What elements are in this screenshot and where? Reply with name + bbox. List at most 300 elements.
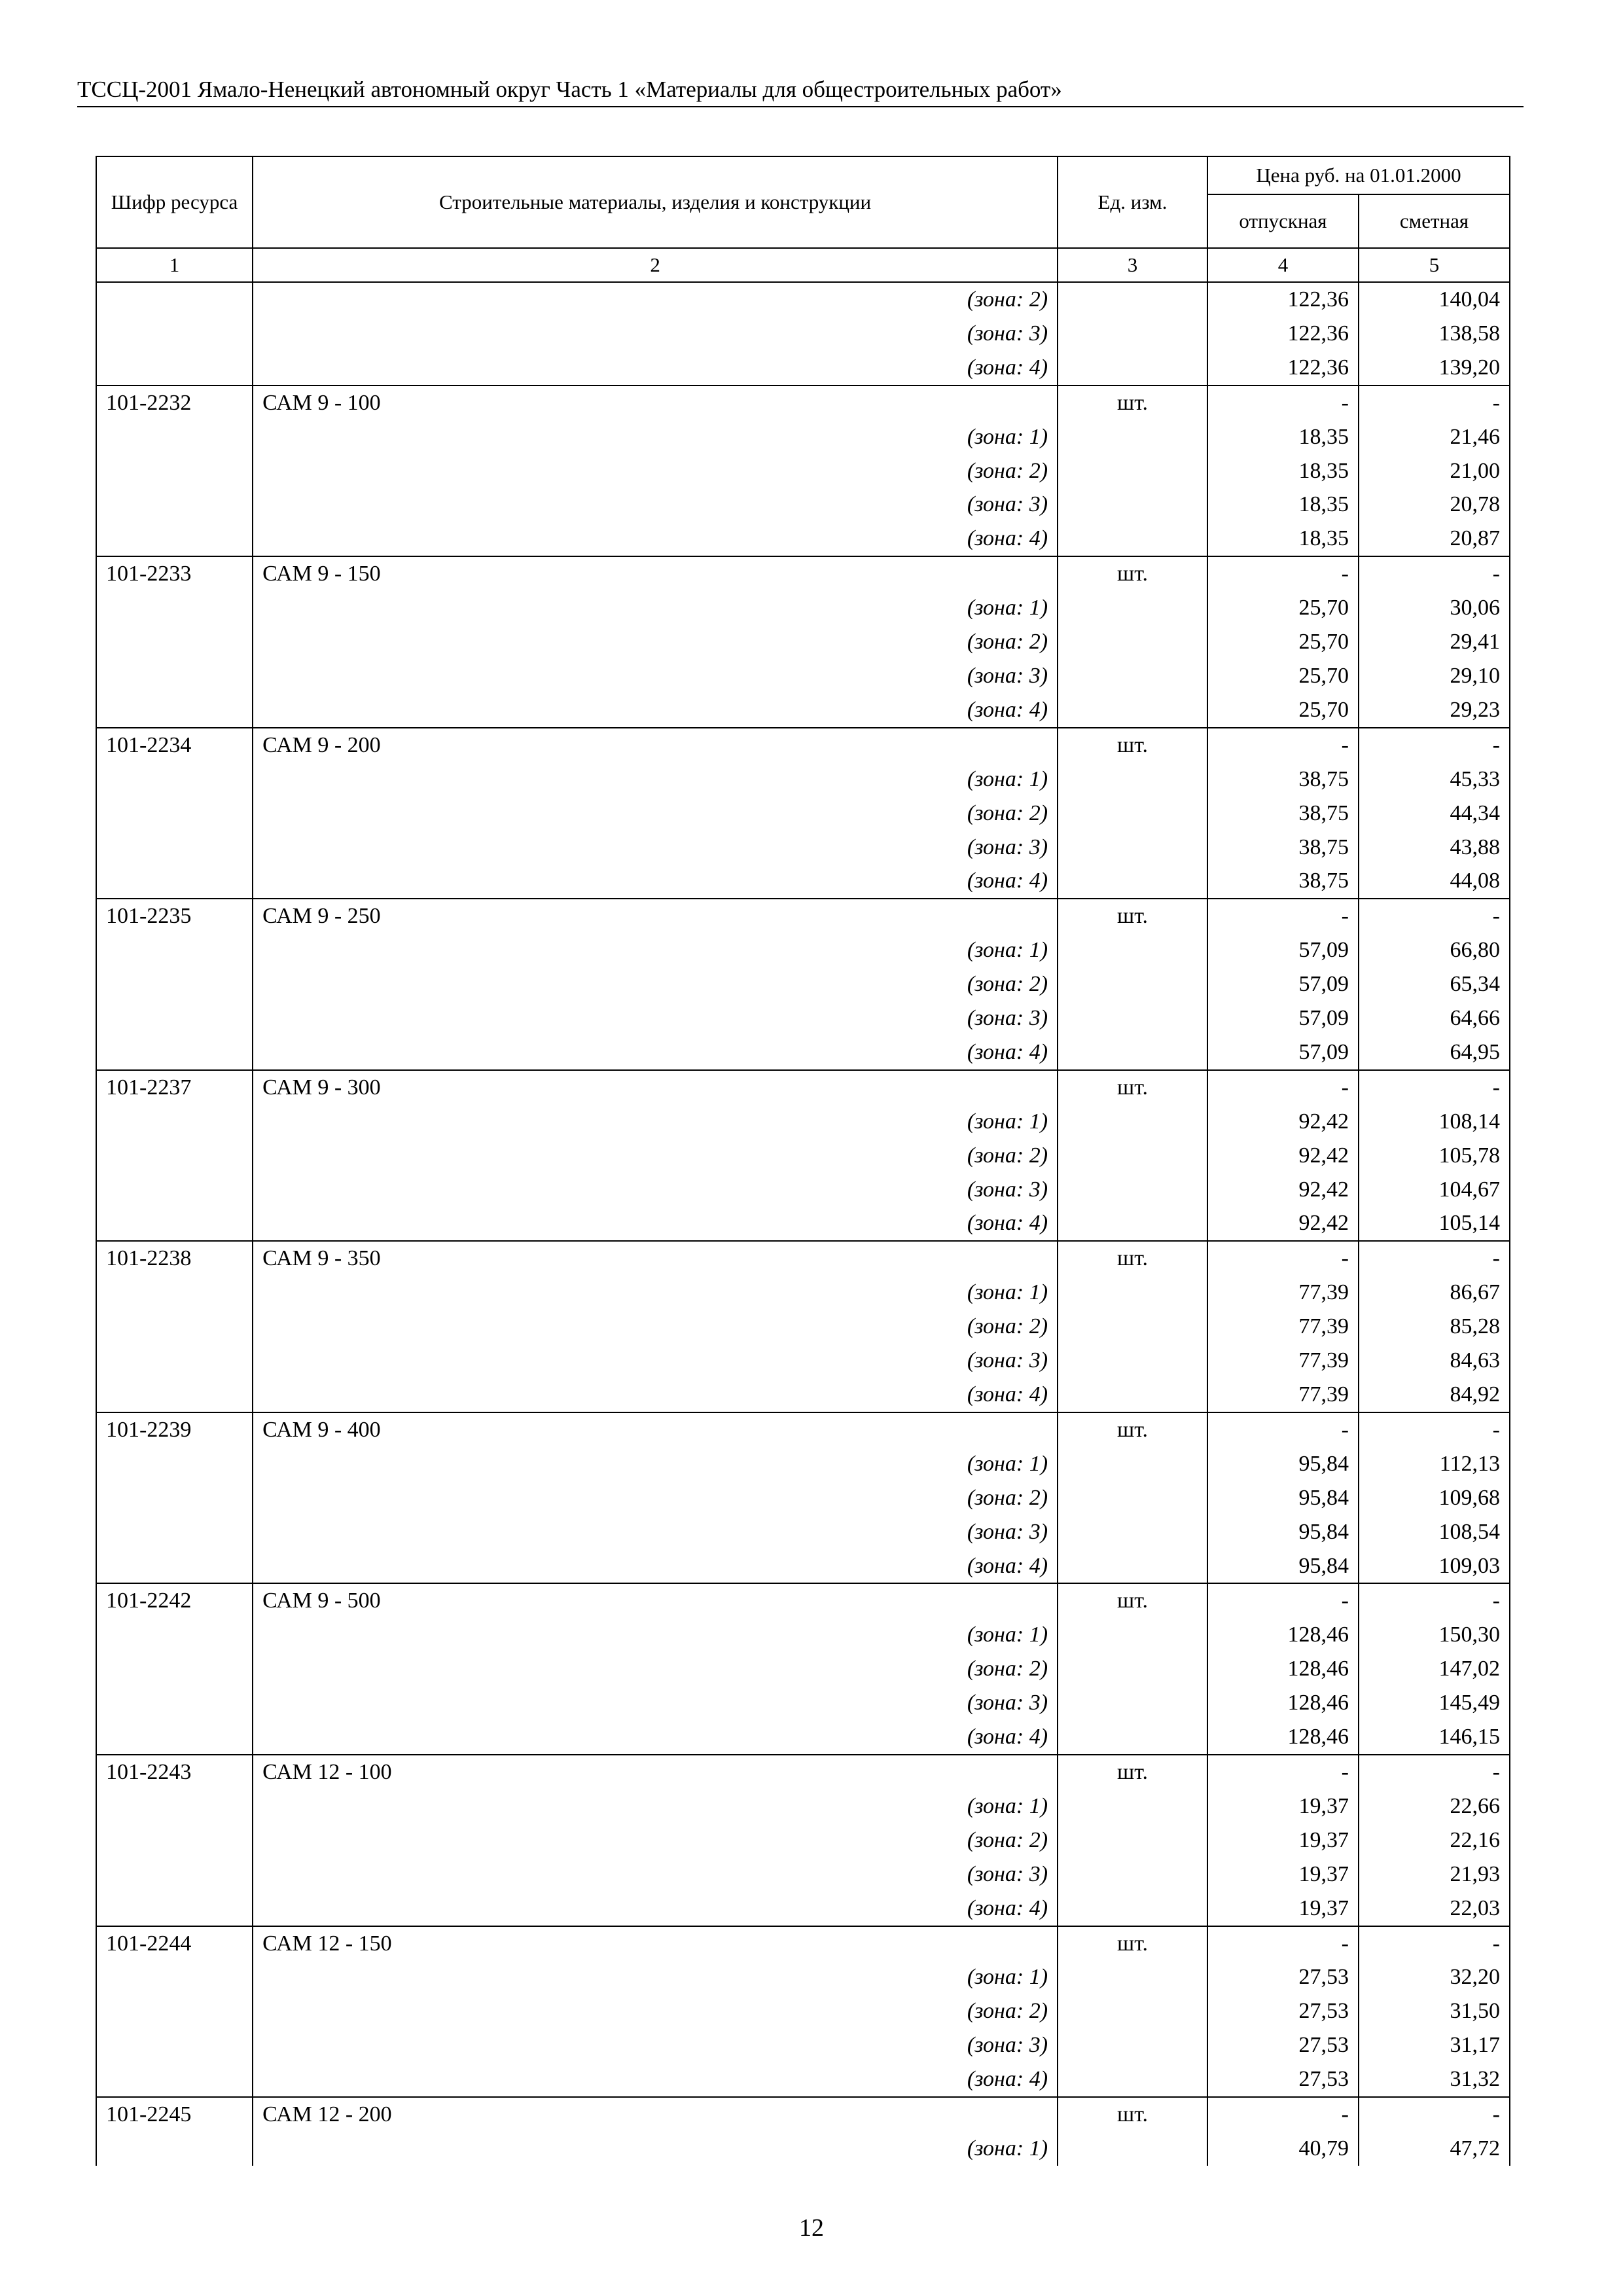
unit-cell [1058,454,1207,488]
resource-code: 101-2245 [96,2097,253,2132]
zone-label: (зона: 4) [253,864,1058,899]
release-price: 77,39 [1207,1378,1359,1412]
zone-label: (зона: 3) [253,488,1058,522]
resource-code-cell [96,454,253,488]
estimate-price: 31,17 [1359,2028,1510,2062]
estimate-price: - [1359,1926,1510,1961]
material-name: САМ 9 - 200 [253,728,1058,762]
unit-cell [1058,1139,1207,1173]
zone-row [96,2062,1510,2097]
estimate-price: 31,50 [1359,1994,1510,2028]
estimate-price: 21,00 [1359,454,1510,488]
release-price: 57,09 [1207,933,1359,967]
unit-cell [1058,282,1207,317]
unit: шт. [1058,1583,1207,1618]
unit-cell [1058,1549,1207,1584]
release-price: - [1207,1412,1359,1447]
zone-label: (зона: 1) [253,1960,1058,1994]
item-row [96,1070,1510,1105]
resource-code: 101-2243 [96,1755,253,1789]
release-price: 18,35 [1207,522,1359,556]
resource-code-cell [96,2062,253,2097]
unit-cell [1058,1960,1207,1994]
unit: шт. [1058,386,1207,420]
zone-label: (зона: 3) [253,831,1058,865]
unit-cell [1058,2062,1207,2097]
resource-code-cell [96,1344,253,1378]
resource-code-cell [96,762,253,797]
release-price: - [1207,899,1359,933]
release-price: 18,35 [1207,420,1359,454]
zone-label: (зона: 4) [253,1549,1058,1584]
resource-code-cell [96,1447,253,1481]
estimate-price: 146,15 [1359,1720,1510,1755]
zone-row [96,1105,1510,1139]
unit-cell [1058,797,1207,831]
resource-code-cell [96,1310,253,1344]
header-code: Шифр ресурса [96,156,253,248]
zone-row [96,762,1510,797]
release-price: 18,35 [1207,488,1359,522]
unit-cell [1058,1823,1207,1857]
header-unit: Ед. изм. [1058,156,1207,248]
release-price: - [1207,386,1359,420]
estimate-price: - [1359,899,1510,933]
resource-code-cell [96,967,253,1001]
resource-code-cell [96,591,253,625]
release-price: 19,37 [1207,1789,1359,1823]
estimate-price: 147,02 [1359,1652,1510,1686]
release-price: 38,75 [1207,762,1359,797]
unit-cell [1058,1652,1207,1686]
zone-label: (зона: 2) [253,1310,1058,1344]
unit-cell [1058,1481,1207,1515]
release-price: 122,36 [1207,317,1359,351]
estimate-price: 145,49 [1359,1686,1510,1720]
material-name: САМ 12 - 100 [253,1755,1058,1789]
estimate-price: 22,66 [1359,1789,1510,1823]
zone-row [96,797,1510,831]
release-price: 128,46 [1207,1618,1359,1652]
resource-code-cell [96,1206,253,1241]
column-number: 2 [253,248,1058,282]
zone-row [96,1276,1510,1310]
estimate-price: 109,03 [1359,1549,1510,1584]
resource-code-cell [96,797,253,831]
zone-label: (зона: 2) [253,454,1058,488]
release-price: - [1207,1926,1359,1961]
release-price: 92,42 [1207,1173,1359,1207]
resource-code: 101-2239 [96,1412,253,1447]
estimate-price: 138,58 [1359,317,1510,351]
estimate-price: 85,28 [1359,1310,1510,1344]
zone-row [96,1447,1510,1481]
zone-label: (зона: 1) [253,1276,1058,1310]
unit-cell [1058,2028,1207,2062]
release-price: 40,79 [1207,2132,1359,2166]
unit: шт. [1058,2097,1207,2132]
zone-row [96,522,1510,556]
resource-code-cell [96,420,253,454]
zone-row [96,591,1510,625]
estimate-price: 22,16 [1359,1823,1510,1857]
column-number: 1 [96,248,253,282]
estimate-price: - [1359,1412,1510,1447]
release-price: 77,39 [1207,1344,1359,1378]
estimate-price: 29,41 [1359,625,1510,659]
release-price: 92,42 [1207,1206,1359,1241]
release-price: 18,35 [1207,454,1359,488]
estimate-price: 29,10 [1359,659,1510,693]
resource-code-cell [96,1276,253,1310]
header-estimate: сметная [1359,194,1510,248]
material-name: САМ 9 - 500 [253,1583,1058,1618]
page-header: ТССЦ-2001 Ямало-Ненецкий автономный округ Часть 1 «Материалы для общестроительных работ» [77,73,1524,107]
zone-row [96,1994,1510,2028]
zone-label: (зона: 4) [253,1378,1058,1412]
estimate-price: 66,80 [1359,933,1510,967]
estimate-price: 20,78 [1359,488,1510,522]
resource-code-cell [96,1481,253,1515]
unit-cell [1058,351,1207,386]
material-name: САМ 12 - 150 [253,1926,1058,1961]
release-price: 122,36 [1207,351,1359,386]
item-row [96,556,1510,591]
material-name: САМ 9 - 300 [253,1070,1058,1105]
release-price: - [1207,1583,1359,1618]
zone-label: (зона: 2) [253,1652,1058,1686]
estimate-price: - [1359,2097,1510,2132]
release-price: 19,37 [1207,1823,1359,1857]
estimate-price: - [1359,1241,1510,1276]
zone-row [96,1206,1510,1241]
zone-row [96,1823,1510,1857]
unit-cell [1058,1857,1207,1892]
resource-code-cell [96,1173,253,1207]
estimate-price: 64,66 [1359,1001,1510,1035]
release-price: 92,42 [1207,1105,1359,1139]
unit-cell [1058,522,1207,556]
unit: шт. [1058,1070,1207,1105]
zone-row [96,2028,1510,2062]
item-row [96,899,1510,933]
unit-cell [1058,420,1207,454]
zone-label: (зона: 1) [253,2132,1058,2166]
unit-cell [1058,1105,1207,1139]
release-price: 95,84 [1207,1447,1359,1481]
zone-label: (зона: 2) [253,1481,1058,1515]
table-head [96,156,1510,282]
zone-label: (зона: 3) [253,1001,1058,1035]
resource-code: 101-2234 [96,728,253,762]
unit-cell [1058,625,1207,659]
zone-label: (зона: 3) [253,317,1058,351]
resource-code-cell [96,1618,253,1652]
resource-code-cell [96,1105,253,1139]
resource-code-cell [96,522,253,556]
estimate-price: 31,32 [1359,2062,1510,2097]
release-price: - [1207,2097,1359,2132]
table-body [96,282,1510,2166]
estimate-price: 105,14 [1359,1206,1510,1241]
item-row [96,728,1510,762]
estimate-price: 139,20 [1359,351,1510,386]
unit-cell [1058,2132,1207,2166]
header-price: Цена руб. на 01.01.2000 [1207,156,1510,194]
column-number: 4 [1207,248,1359,282]
zone-label: (зона: 3) [253,1857,1058,1892]
unit-cell [1058,1892,1207,1926]
zone-row [96,317,1510,351]
column-number: 3 [1058,248,1207,282]
zone-row [96,933,1510,967]
header-release: отпускная [1207,194,1359,248]
resource-code-cell [96,1001,253,1035]
zone-label: (зона: 4) [253,693,1058,728]
resource-code-cell [96,2028,253,2062]
release-price: - [1207,1241,1359,1276]
item-row [96,1583,1510,1618]
unit: шт. [1058,899,1207,933]
release-price: 95,84 [1207,1549,1359,1584]
release-price: 25,70 [1207,591,1359,625]
zone-row [96,831,1510,865]
zone-label: (зона: 3) [253,659,1058,693]
resource-code-cell [96,625,253,659]
material-name: САМ 9 - 150 [253,556,1058,591]
resource-code-cell [96,1139,253,1173]
release-price: 77,39 [1207,1310,1359,1344]
resource-code-cell [96,1823,253,1857]
zone-label: (зона: 4) [253,1035,1058,1070]
zone-label: (зона: 1) [253,1105,1058,1139]
resource-code-cell [96,1515,253,1549]
item-row [96,1755,1510,1789]
release-price: 122,36 [1207,282,1359,317]
resource-code-cell [96,1994,253,2028]
resource-code-cell [96,1686,253,1720]
material-name: САМ 9 - 250 [253,899,1058,933]
resource-code-cell [96,1960,253,1994]
unit-cell [1058,933,1207,967]
resource-code-cell [96,1789,253,1823]
resource-code: 101-2233 [96,556,253,591]
zone-label: (зона: 1) [253,1447,1058,1481]
estimate-price: 109,68 [1359,1481,1510,1515]
release-price: 128,46 [1207,1652,1359,1686]
zone-label: (зона: 1) [253,591,1058,625]
estimate-price: 84,63 [1359,1344,1510,1378]
zone-row [96,864,1510,899]
release-price: 128,46 [1207,1686,1359,1720]
unit-cell [1058,659,1207,693]
unit: шт. [1058,1241,1207,1276]
zone-label: (зона: 1) [253,1789,1058,1823]
resource-code: 101-2242 [96,1583,253,1618]
resource-code-cell [96,317,253,351]
zone-row [96,1515,1510,1549]
unit-cell [1058,1515,1207,1549]
header-name: Строительные материалы, изделия и конструкции [253,156,1058,248]
zone-label: (зона: 1) [253,933,1058,967]
release-price: - [1207,556,1359,591]
resource-code-cell [96,1892,253,1926]
resource-code-cell [96,1652,253,1686]
release-price: 27,53 [1207,2028,1359,2062]
unit-cell [1058,1994,1207,2028]
resource-code-cell [96,659,253,693]
zone-row [96,454,1510,488]
zone-row [96,1960,1510,1994]
estimate-price: - [1359,556,1510,591]
release-price: 19,37 [1207,1892,1359,1926]
zone-label: (зона: 4) [253,1892,1058,1926]
unit-cell [1058,762,1207,797]
resource-code-cell [96,933,253,967]
resource-code-cell [96,1857,253,1892]
release-price: 38,75 [1207,797,1359,831]
zone-label: (зона: 3) [253,1686,1058,1720]
estimate-price: 29,23 [1359,693,1510,728]
estimate-price: 44,34 [1359,797,1510,831]
zone-row [96,1892,1510,1926]
release-price: - [1207,728,1359,762]
unit-cell [1058,1276,1207,1310]
material-name: САМ 9 - 350 [253,1241,1058,1276]
material-name: САМ 9 - 400 [253,1412,1058,1447]
estimate-price: - [1359,1755,1510,1789]
zone-row [96,1720,1510,1755]
zone-row [96,351,1510,386]
estimate-price: 140,04 [1359,282,1510,317]
estimate-price: 65,34 [1359,967,1510,1001]
zone-row [96,488,1510,522]
unit-cell [1058,693,1207,728]
zone-row [96,1652,1510,1686]
zone-row [96,1857,1510,1892]
release-price: 27,53 [1207,1994,1359,2028]
zone-label: (зона: 2) [253,1823,1058,1857]
estimate-price: 104,67 [1359,1173,1510,1207]
resource-code-cell [96,1035,253,1070]
resource-code-cell [96,1549,253,1584]
page-number: 12 [799,2214,824,2242]
estimate-price: 21,93 [1359,1857,1510,1892]
zone-row [96,282,1510,317]
estimate-price: 30,06 [1359,591,1510,625]
resource-code-cell [96,1378,253,1412]
resource-code-cell [96,2132,253,2166]
zone-label: (зона: 2) [253,282,1058,317]
unit-cell [1058,317,1207,351]
material-name: САМ 12 - 200 [253,2097,1058,2132]
zone-label: (зона: 3) [253,2028,1058,2062]
item-row [96,386,1510,420]
unit-cell [1058,488,1207,522]
release-price: 25,70 [1207,625,1359,659]
estimate-price: 86,67 [1359,1276,1510,1310]
zone-label: (зона: 2) [253,1994,1058,2028]
resource-code-cell [96,488,253,522]
zone-row [96,2132,1510,2166]
unit-cell [1058,1344,1207,1378]
unit-cell [1058,1686,1207,1720]
estimate-price: - [1359,1070,1510,1105]
estimate-price: 108,14 [1359,1105,1510,1139]
unit-cell [1058,591,1207,625]
item-row [96,1412,1510,1447]
release-price: 27,53 [1207,2062,1359,2097]
zone-label: (зона: 3) [253,1344,1058,1378]
unit-cell [1058,1378,1207,1412]
zone-row [96,1481,1510,1515]
unit-cell [1058,831,1207,865]
resource-code: 101-2244 [96,1926,253,1961]
resource-code-cell [96,864,253,899]
zone-label: (зона: 4) [253,522,1058,556]
item-row [96,2097,1510,2132]
zone-row [96,1001,1510,1035]
estimate-price: 150,30 [1359,1618,1510,1652]
resource-code-cell [96,693,253,728]
release-price: 25,70 [1207,693,1359,728]
zone-label: (зона: 1) [253,762,1058,797]
zone-label: (зона: 1) [253,1618,1058,1652]
release-price: 25,70 [1207,659,1359,693]
resource-code-cell [96,351,253,386]
zone-row [96,1173,1510,1207]
release-price: 95,84 [1207,1515,1359,1549]
resource-code: 101-2235 [96,899,253,933]
resource-code: 101-2237 [96,1070,253,1105]
zone-label: (зона: 4) [253,351,1058,386]
zone-row [96,1789,1510,1823]
zone-row [96,420,1510,454]
estimate-price: 84,92 [1359,1378,1510,1412]
estimate-price: 20,87 [1359,522,1510,556]
item-row [96,1926,1510,1961]
release-price: 128,46 [1207,1720,1359,1755]
zone-label: (зона: 1) [253,420,1058,454]
unit-cell [1058,1720,1207,1755]
unit: шт. [1058,728,1207,762]
estimate-price: 45,33 [1359,762,1510,797]
release-price: 57,09 [1207,1001,1359,1035]
zone-row [96,1378,1510,1412]
unit-cell [1058,1789,1207,1823]
zone-row [96,1344,1510,1378]
release-price: - [1207,1070,1359,1105]
zone-row [96,1549,1510,1584]
resource-code-cell [96,282,253,317]
zone-row [96,693,1510,728]
unit-cell [1058,967,1207,1001]
column-number: 5 [1359,248,1510,282]
release-price: 57,09 [1207,1035,1359,1070]
zone-label: (зона: 4) [253,2062,1058,2097]
zone-label: (зона: 2) [253,967,1058,1001]
estimate-price: 108,54 [1359,1515,1510,1549]
release-price: 77,39 [1207,1276,1359,1310]
release-price: 27,53 [1207,1960,1359,1994]
zone-row [96,967,1510,1001]
zone-row [96,1035,1510,1070]
item-row [96,1241,1510,1276]
unit-cell [1058,1447,1207,1481]
zone-label: (зона: 2) [253,1139,1058,1173]
release-price: - [1207,1755,1359,1789]
estimate-price: 44,08 [1359,864,1510,899]
